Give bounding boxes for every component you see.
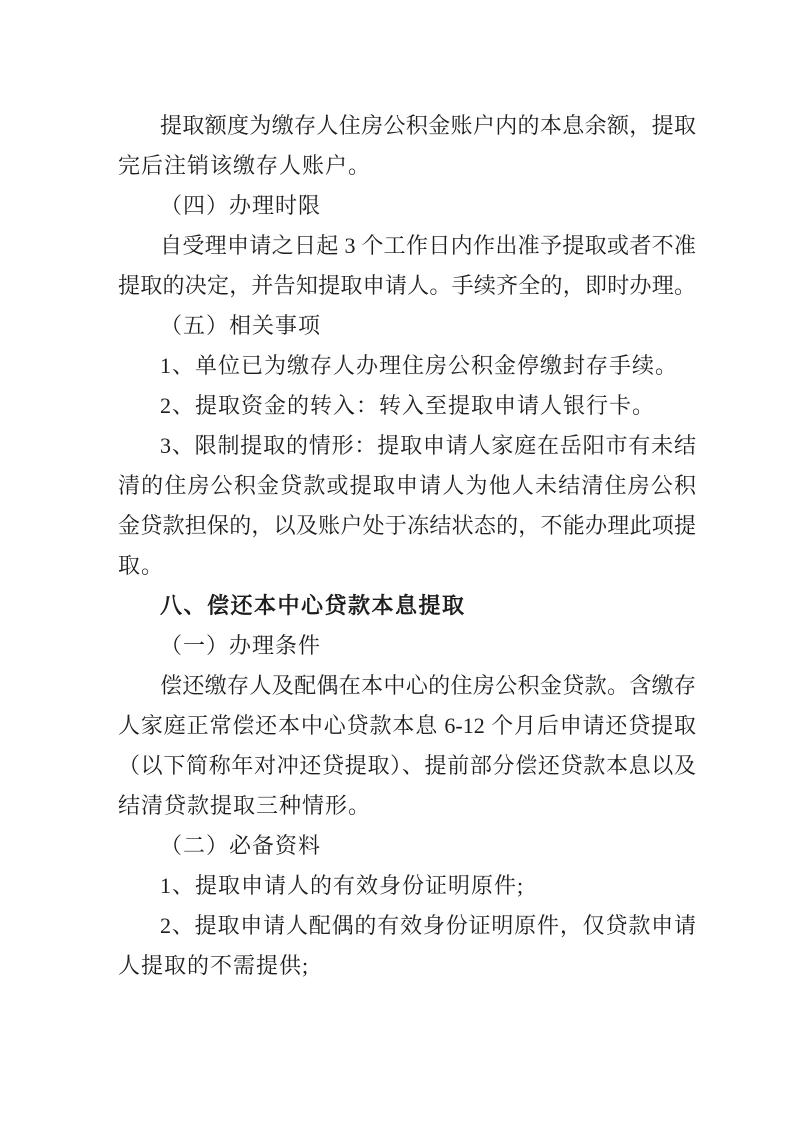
text-line: 3、限制提取的情形：提取申请人家庭在岳阳市有未结: [160, 433, 696, 458]
document-body: [118, 106, 696, 986]
text-line: 提取的决定，并告知提取申请人。手续齐全的，即时办理。: [118, 273, 696, 298]
text-line: 2、提取资金的转入：转入至提取申请人银行卡。: [160, 393, 656, 418]
text-line: 清的住房公积金贷款或提取申请人为他人未结清住房公积: [118, 473, 696, 498]
text-line: 人家庭正常偿还本中心贷款本息 6-12 个月后申请还贷提取: [118, 713, 696, 738]
text-line: 取。: [118, 553, 165, 578]
text-line: 1、提取申请人的有效身份证明原件;: [160, 873, 525, 898]
text-line: 完后注销该缴存人账户。: [118, 153, 372, 178]
text-line: （以下简称年对冲还贷提取）、提前部分偿还贷款本息以及: [118, 753, 696, 778]
text-line: 偿还缴存人及配偶在本中心的住房公积金贷款。含缴存: [160, 673, 696, 698]
text-line: 结清贷款提取三种情形。: [118, 793, 372, 818]
text-line: 提取额度为缴存人住房公积金账户内的本息余额，提取: [160, 113, 696, 138]
text-line: 人提取的不需提供;: [118, 953, 310, 978]
text-line: （一）办理条件: [160, 633, 322, 658]
text-line: （二）必备资料: [160, 833, 322, 858]
text-line: （五）相关事项: [160, 313, 322, 338]
text-line: （四）办理时限: [160, 193, 322, 218]
section-heading-line: 八、偿还本中心贷款本息提取: [160, 593, 466, 618]
text-line: 金贷款担保的，以及账户处于冻结状态的，不能办理此项提: [118, 513, 696, 538]
text-line: 自受理申请之日起 3 个工作日内作出准予提取或者不准: [160, 233, 696, 258]
text-line: 1、单位已为缴存人办理住房公积金停缴封存手续。: [160, 353, 679, 378]
text-line: 2、提取申请人配偶的有效身份证明原件，仅贷款申请: [160, 913, 696, 938]
